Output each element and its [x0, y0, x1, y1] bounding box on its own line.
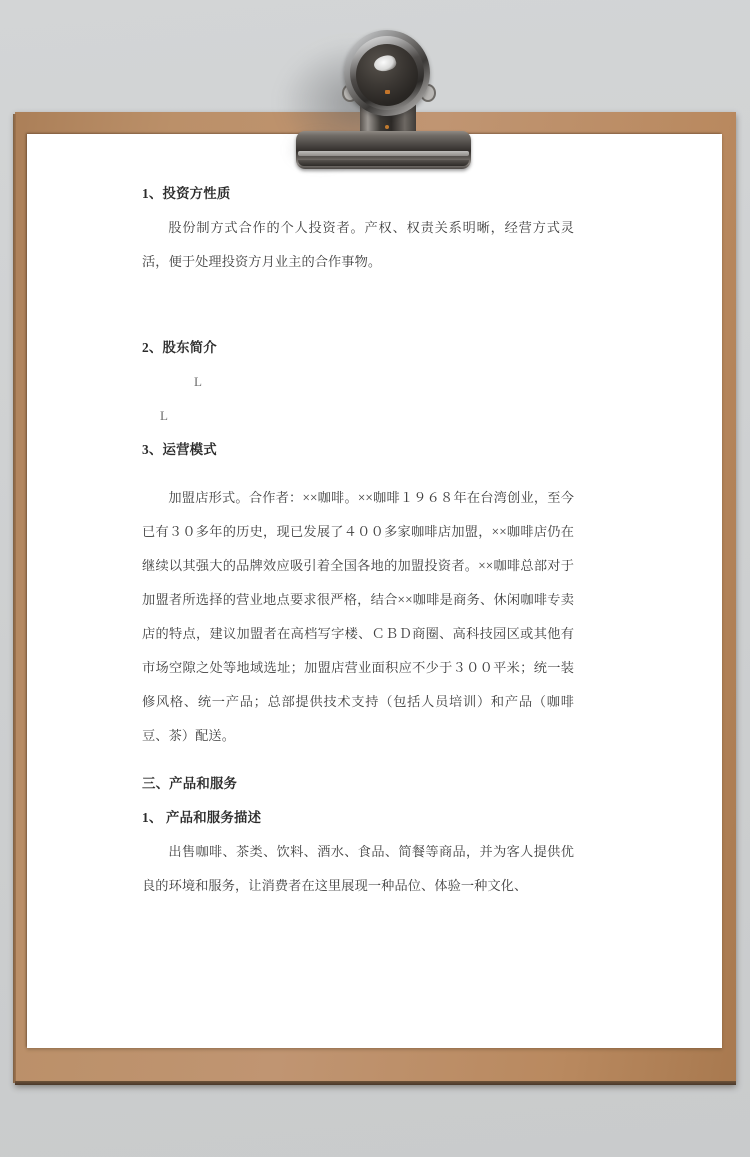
top-spacer — [142, 125, 574, 177]
clip-barrel-rivet — [385, 90, 390, 94]
bullet-shareholder-2: L — [160, 408, 168, 423]
paragraph-products-description: 出售咖啡、茶类、饮料、酒水、食品、简餐等商品，并为客人提供优良的环境和服务，让消费者在这里展现一种品位、体验一种文化、 — [142, 844, 574, 893]
heading-shareholder-intro: 2、股东简介 — [142, 340, 217, 355]
bullet-shareholder-1: L — [194, 374, 202, 389]
clipboard-board-bottom-edge — [15, 1081, 736, 1085]
heading-products-and-services: 三、产品和服务 — [142, 776, 238, 791]
paragraph-investor-nature: 股份制方式合作的个人投资者。产权、权责关系明晰，经营方式灵活，便于处理投资方月业主的合作事物。 — [142, 220, 574, 269]
spacer-before-products-heading — [142, 753, 574, 767]
clip-spring-barrel-disc — [356, 44, 418, 106]
document-text-body — [142, 125, 574, 903]
heading-operation-model: 3、运营模式 — [142, 442, 217, 457]
paragraph-operation-model: 加盟店形式。合作者：××咖啡。××咖啡１９６８年在台湾创业，至今已有３０多年的历史，现已发展了４００多家咖啡店加盟，××咖啡店仍在继续以其强大的品牌效应吸引着全国各地的加盟投资者。××咖啡总部对于加盟者所选择的营业地点要求很严格，结合××咖啡是商务、休闲咖啡专卖店的特点，建议加盟者在高档写字楼、ＣＢＤ商圈、高科技园区或其他有市场空隙之处等地域选址；加盟店营业面积应不少于３００平米；统一装修风格、统一产品；总部提供技术支持（包括人员培训）和产品（咖啡豆、茶）配送。 — [142, 490, 574, 743]
heading-products-description: 1、 产品和服务描述 — [142, 810, 262, 825]
heading-investor-nature: 1、投资方性质 — [142, 186, 231, 201]
spacer-after-section-1 — [142, 279, 574, 331]
spacer-before-operation-paragraph — [142, 467, 574, 481]
clipboard-board-left-edge — [13, 114, 16, 1083]
